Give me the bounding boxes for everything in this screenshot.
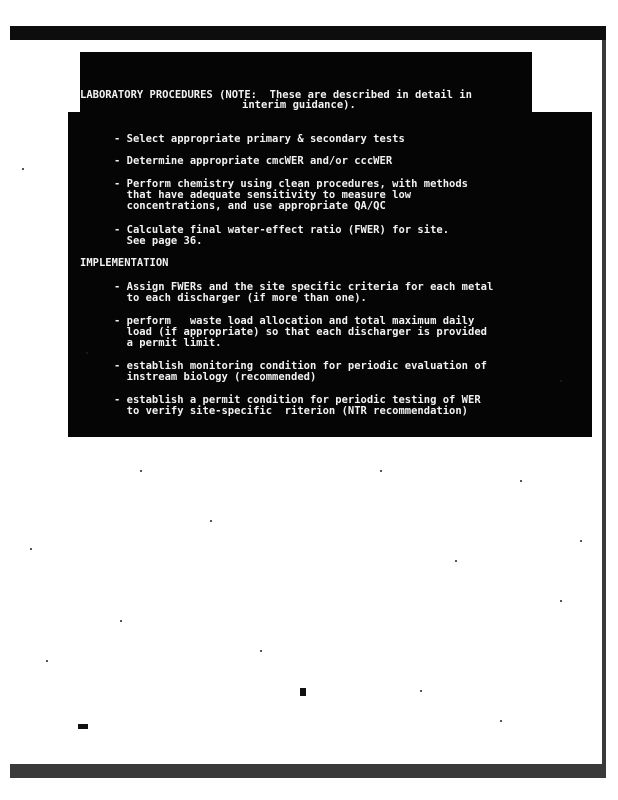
scan-top-border bbox=[10, 26, 606, 40]
list-item-line: instream biology (recommended) bbox=[114, 371, 317, 383]
list-item-line: - Determine appropriate cmcWER and/or cccWER bbox=[114, 155, 393, 167]
scan-speck bbox=[520, 480, 522, 482]
implementation-heading: IMPLEMENTATION bbox=[80, 257, 169, 269]
scan-speck bbox=[46, 660, 48, 662]
list-item-line: - Assign FWERs and the site specific criteria for each metal bbox=[114, 281, 494, 293]
scan-speck bbox=[140, 470, 142, 472]
scan-mark bbox=[300, 688, 306, 696]
scan-speck bbox=[560, 600, 562, 602]
list-item-line: - Calculate final water-effect ratio (FWER) for site. bbox=[114, 224, 450, 236]
scan-mark bbox=[78, 724, 88, 729]
list-item-line: to verify site-specific riterion (NTR recommendation) bbox=[114, 405, 469, 417]
scan-speck bbox=[86, 352, 88, 354]
list-item-line: See page 36. bbox=[114, 235, 203, 247]
list-item-line: - Select appropriate primary & secondary tests bbox=[114, 133, 405, 145]
list-item-line: - establish monitoring condition for periodic evaluation of bbox=[114, 360, 487, 372]
list-item-line: that have adequate sensitivity to measure low bbox=[114, 189, 412, 201]
scan-speck bbox=[210, 520, 212, 522]
scan-speck bbox=[380, 470, 382, 472]
scan-speck bbox=[260, 650, 262, 652]
list-item-line: - perform waste load allocation and total maximum daily bbox=[114, 315, 475, 327]
scan-speck bbox=[500, 720, 502, 722]
list-item-line: load (if appropriate) so that each discharger is provided bbox=[114, 326, 487, 338]
scan-speck bbox=[580, 540, 582, 542]
list-item-line: concentrations, and use appropriate QA/QC bbox=[114, 200, 386, 212]
list-item-line: a permit limit. bbox=[114, 337, 222, 349]
lab-procedures-heading-cont: interim guidance). bbox=[242, 99, 356, 111]
scan-speck bbox=[455, 560, 457, 562]
lab-procedures-heading: LABORATORY PROCEDURES (NOTE: These are described in detail in bbox=[80, 89, 472, 101]
scan-speck bbox=[30, 548, 32, 550]
list-item-line: - Perform chemistry using clean procedures, with methods bbox=[114, 178, 469, 190]
scan-right-border bbox=[602, 40, 606, 775]
list-item-line: - establish a permit condition for periodic testing of WER bbox=[114, 394, 481, 406]
scan-speck bbox=[420, 690, 422, 692]
scan-speck bbox=[120, 620, 122, 622]
scan-speck bbox=[22, 168, 24, 170]
list-item-line: to each discharger (if more than one). bbox=[114, 292, 367, 304]
scan-bottom-border bbox=[10, 764, 606, 778]
scan-speck bbox=[560, 380, 562, 382]
